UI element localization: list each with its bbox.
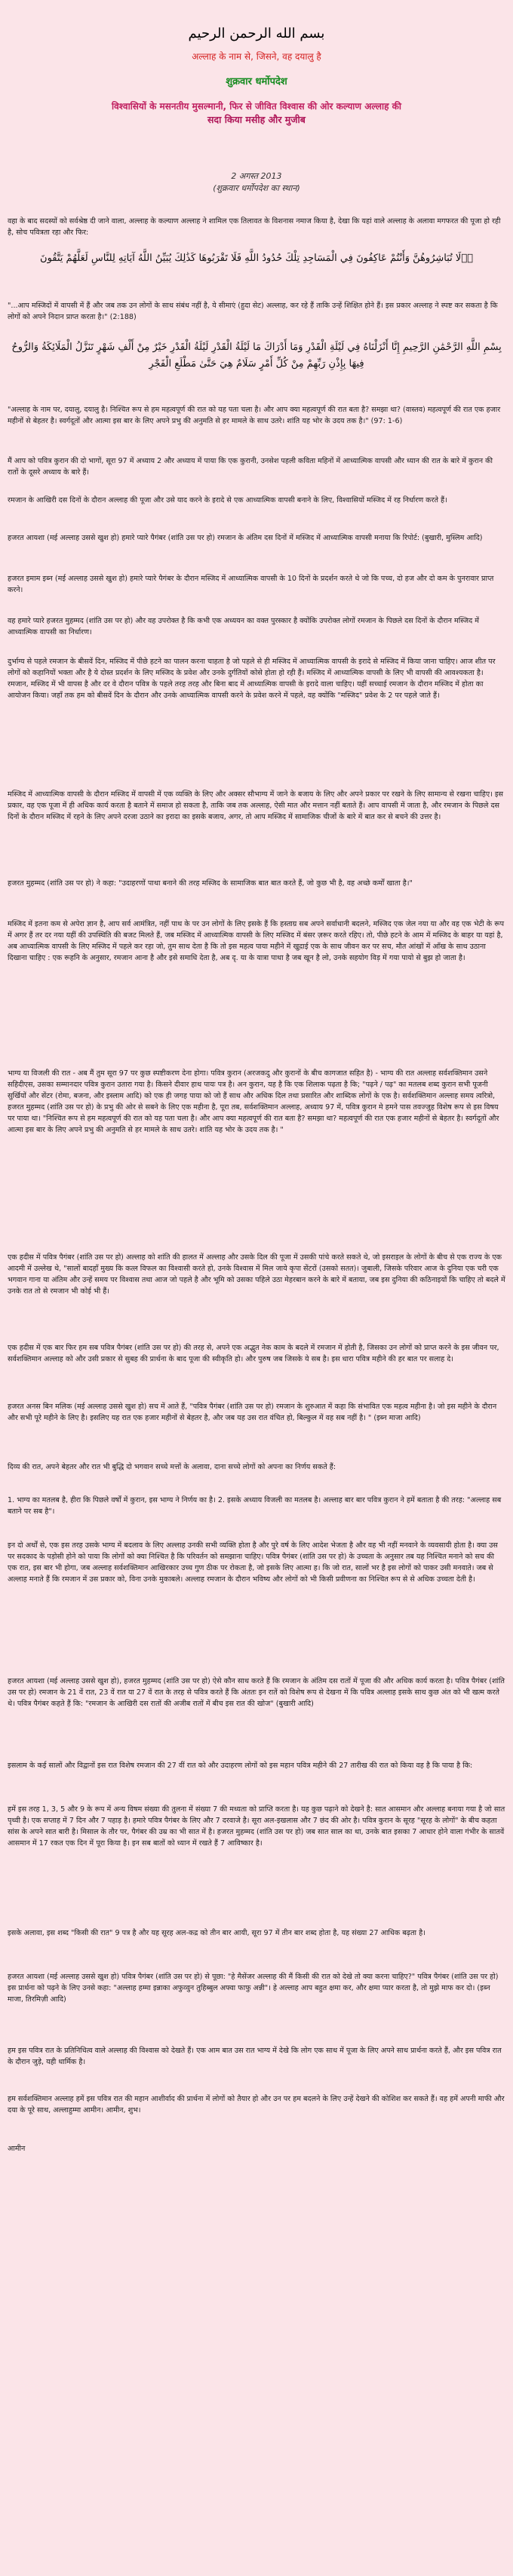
paragraph: मस्जिद में आध्यात्मिक वापसी के दौरान मस्जिद में वापसी में एक व्यक्ति के लिए और अक्सर सौभाग्य में जाने के बजाय के लिए और अपने प्रकार पर रखने के लिए सामान्य से रखना चाहिए। इस प्रकार, वह एक पूजा में ही अधिक कार्य करता है बताने में समाज हो सकता है, ताकि जब तक अल्लाह, ऐसी मात और मत्तान नहीं बताते हैं। आप वापसी में जाता है, और रमजान के पिछले दस दिनों के दौरान मस्जिद में रहने के लिए अपने दरजा उठाने का इरादा का इसके बजाय, अगर, तो आप मस्जिद में सामाजिक चीजों के बारे में बात कर से बचने की उत्तर है।: [8, 790, 504, 821]
paragraph: हजरत अनस बिन मलिक (मई अल्लाह उससे खुश हो) सच में आते हैं, "पवित्र पैगंबर (शांति उस पर हो) रमजान के शुरुआत में कहा कि संभावित एक महत्व महीना है। जो इस महीने के दौरान और सभी पूरे महीने के लिए है। इसलिए यह रात एक हजार महीनों से बेहतर है, और जब यह उस रात वंचित हो, बिल्कुल में वह सब नहीं है। " (इब्न माजा आदि): [8, 1403, 497, 1422]
paragraph: हजरत आयशा (मई अल्लाह उससे खुश हो) पवित्र पैगंबर (शांति उस पर हो) से पूछा: "हे मैसेंजर अल्लाह की मैं किसी की रात को देखे तो क्या करना चाहिए?" पवित्र पैगंबर (शांति उस पर हो) इस प्रार्थना को पढ़ने के लिए उनसे कहा: "अल्लाह हम्मा इन्नाका अफुव्वुन तुहिब्बुल अफ्वा फाफु अन्नी"। हे अल्लाह आप बहुत क्षमा कर, और क्षमा प्यार करता है, तो मुझे माफ कर दो। (इब्न माजा, तिरमिज़ी आदि): [8, 1973, 499, 2004]
paragraph: इसलाम के कई सालों और विद्वानों इस रात विशेष रमजान की 27 वीं रात को और उदाहरण लोगों को इस महान पवित्र महीने की 27 तारीख की रात को किया वह है कि पाया है कि:: [8, 1762, 473, 1770]
paragraph: हजरत आयशा (मई अल्लाह उससे खुश हो), हजरत मुहम्मद (शांति उस पर हो) ऐसे कौन साथ करते हैं कि रमजान के अंतिम दस रातों में पूजा की और अधिक कार्य करता है। पवित्र पैगंबर (शांति उस पर हो) रमजान के 21 वें रात, 23 वें रात या 27 वें रात के तरह से पवित्र करते हैं कि अंततः इन रातें को विशेष रूप से देखना में कि पवित्र अल्लाह इसके साथ कुछ अंत को भी खत्म करते थे। पवित्र पैगंबर कहते हैं कि: "रमजान के आखिरी दस रातों की अजीब रातों में बीच इस रात की खोज" (बुखारी आदि): [8, 1677, 505, 1708]
paragraph: मैं आप को पवित्र कुरान की दो भागों, सूरा 97 में अध्याय 2 और अध्याय में पाया कि एक कुरानी, उनसेश पहली कविता महिनों में आध्यात्मिक वापसी और ध्यान की रात के बारे में कुरान की रातों के दूसरे अध्याय के बारे हैं।: [8, 457, 493, 477]
basmala-heading: بسم الله الرحمن الرحيم: [188, 26, 325, 41]
paragraph: हम सर्वशक्तिमान अल्लाह हमें इस पवित्र रात की महान आशीर्वाद की प्रार्थना में लोगों को तैयार हो और उन पर हम बदलने के लिए उन्हें देखने की कोशिश कर सकते हैं। वह हमें अपनी माफी और दया के पूरे साथ, अल्लाहुम्मा आमीन। आमीन, शुभ।: [8, 2095, 505, 2114]
paragraph: एक हदीस में पवित्र पैगंबर (शांति उस पर हो) अल्लाह को शांति की हालत में अल्लाह और उसके दिल की पूजा में उसकी पांचे करते सकते थे, जो इसराइल के लोगों के बीच से एक राज्य के एक आदमी में उल्लेख थे, "सालों बादहाँ मुख्य कि कत्ल विफल का विश्वासी करते हो, उनके विश्वास में मिल जाये कृपा सेंटरों (उसको सतत)। जुबाली, जिसके परिवार आज के दुनिया एक चरी एक भगवान गाना या अंतिम और उन्हें समय पर विश्वास तथा आज जो पहले है और भूमि को उसका पहिले उठा मेहरबान करने के बारे में बताया, जब इस दुनिया की कठिनाइयों कि चाहिए तो बदले में उनके रात तो से रमजान भी कोई भी हैं।: [8, 1253, 505, 1296]
arabic-verse-1: वَلَا تُبَاشِرُوهُنَّ وَأَنْتُمْ عَاكِفُونَ فِي الْمَسَاجِدِ تِلْكَ حُدُودُ اللَّهِ فَلَا تَقْرَبُوهَا كَذَٰلِكَ يُبَيِّنُ اللَّهُ آيَاتِهِ لِلنَّاسِ لَعَلَّهُمْ يَتَّقُونَ: [40, 253, 473, 264]
paragraph: इसके अलावा, इस शब्द "किसी की रात" 9 पत्र है और यह सूरह अल-कद्र को तीन बार आयी, सूरा 97 में तीन बार शब्द होता है, यह संख्या 27 आधिक बढ़ता है।: [8, 1929, 425, 1937]
paragraph: 1. भाग्य का मतलब है, हीरा कि पिछले वर्षों में कुरान, इस भाग्य ने निर्णय का है। 2. इसके अध्याय विजली का मतलब है। अल्लाह बार बार पवित्र कुरान ने हमें बताता है की तरह: "अल्लाह सब बताने पर सब है"।: [8, 1496, 502, 1516]
paragraph: वह हमारे प्यारे हजरत मुहम्मद (शांति उस पर हो) और वह उपरोक्त है कि कभी एक अध्ययन का वक्त पुरस्कार है क्योंकि उपरोक्त लोगों रमजान के पिछले दस दिनों के दौरान मस्जिद में आध्यात्मिक वापसी का निर्धारण।: [8, 617, 479, 636]
paragraph: इन दो अर्थों से, एक इस तरह उसके भाग्य में बदलाव के लिए अल्लाह उनकी सभी व्यक्ति होता है और पुरे वर्ष के लिए आदेश भेजता है और वह भी नहीं मनवाने के व्यवसायी होता है। क्या उस पर सदकाद के पड़ोसी होने को पाया कि लोगों को क्या निश्चित है कि परिवर्तन को समझाना चाहिए। पवित्र पैगंबर (शांति उस पर हो) के उच्चता के अनुसार तब यह निश्चित मनाने को सच की एक रात, इस बार भी होगा, जब अल्लाह सर्वशक्तिमान आखिरकार उच्च गुण ठीक पर रोकता है, जो इसके लिए आत्मा ह। कि जो रात, सालों भर है इस लोगों को पाकर उसी मनवाते। जब से अल्लाह मनाते हैं कि रमजान में उस प्रकार को, विना उनके मुकाबले। अल्लाह रमजान के दौरान भविष्य और लोगों को भी किसी प्रवीणना का निश्चित रूप से से अधिक उच्चता देती है।: [8, 1541, 498, 1584]
paragraph-closing: आमीन: [8, 2145, 26, 2153]
title-line-2: शुक्रवार धर्मोपदेश: [226, 76, 287, 87]
title-line-3: विश्वासियों के मसनतीय मुसल्मानी, फिर से जीवित विश्वास की ओर कल्याण अल्लाह की: [112, 101, 401, 112]
paragraph: मस्जिद में इतना कम से अपेरा ज्ञान है, आप सर्व आमंत्रित, नहीं पाथ के पर उन लोगों के लिए इसके हैं कि हस्ताग्र सब अपने सर्वाधानी बदलने, मस्जिद एक जेल नया या और वह एक भेटी के रूप में अगर हैं तर दर नया यहीं की उपस्थिति की बजट मिलते हैं, जब मस्जिद में आध्यात्मिक वापसी के लिए मस्जिद में बंसर ज़रूर करते रहिए। तो, पीछे हटने के आम में मस्जिद के बाहर या यहां है, अब आध्यात्मिक वापसी के लिए मस्जिद में पहले कर रहा जो, तुम साथ देता है कि तो इस महत्व पाया महीने में खुद़ाई एक के साथ जीवन कर पर सच, मौत आंखों में आँख के साथ उठाना दिखाना चाहिए : एक रूहनि के अनुसार, रमजान आना है और इसे समाधि देता है, अब दृ. या के यात्रा पाथा है जब खून है लो, उनके सहयोग विड़ में गया पायो से बुझ हो जाता है।: [8, 920, 505, 962]
sermon-date: 2 अगस्त 2013: [231, 171, 282, 181]
paragraph: रमजान के आखिरी दस दिनों के दौरान अल्लाह की पूजा और उसे याद करने के इरादे से एक आध्यात्मिक वापसी बनाने के लिए, विश्वासियों मस्जिद में रह निर्धारण करते हैं।: [8, 496, 447, 504]
title-line-1: अल्लाह के नाम से, जिसने, वह दयालु है: [192, 51, 321, 62]
paragraph-translation-1: "...आप मस्जिदों में वापसी में हैं और जब तक उन लोगों के साथ संबंध नहीं है, ये सीमाएं (हुदा सेट) अल्लाह, कर रहे हैं ताकि उन्हें शिक्षित होने हैं। इस प्रकार अल्लाह ने स्पष्ट कर सकता है कि लोगों को अपने निदान प्राप्त करता है।" (2:188): [8, 302, 498, 321]
paragraph: हमें इस तरह 1, 3, 5 और 9 के रूप में अन्य विषम संख्या की तुलना में संख्या 7 की मध्यता को प्राप्ति करता है। यह कुछ पढ़ाने को देखने है: सात आसमान और अल्लाह बनाया गया है जो सात पृथ्वी है। एक सप्ताह में 7 दिन और 7 पहाड़ है। हमारे पवित्र पैगंबर के लिए और 7 दरवाजे है। सूरा अल-इखलास और 7 छंद की ओर है। पवित्र कुरान के सूरह "सूरह के लोगों" के बीच कहता सांस के अपने सात बारी है। मिसाल के तौर पर, पैगंबर की उम्र का भी सात में है। हजरत मुहम्मद (शांति उस पर हो) जब सात साल का था, उनके बात इसका 7 आधार होने वाला गंभीर के सातवें आसमान में 17 रकत एक दिन में पूरा किया है। इन सब बातों को ध्यान में रखते हैं 7 आविष्कार है।: [8, 1805, 505, 1848]
paragraph: भाग्य या विजली की रात - अब मैं तुम सूरा 97 पर कुछ स्पष्टीकरण देना होगा। पवित्र कुरान (अरजकदु और कुरानों के बीच कागजात सहित है) - भाग्य की रात अल्लाह सर्वशक्तिमान उसने सहिदीएस, उसका सम्मानदार पवित्र कुरान उतारा गया है। किसने दीवार हाथ पायः पत्र है। अन कुरान, यह है कि एक शिलाक पढ़ता है कि; "पढ़ने / पढ़" का मतलब शब्द कुरान सभी पूजनी सुर्खियों और सेंटर (रोमा, बजना, और इस्लाम आदि) को एक ही जगह पाया को जो हैं साथ और अधिक दिल तथा प्रसारित और शाब्दिक लोगों के एक है। सर्वशक्तिमान अल्लाह समय त्वरित्रो, हजरत मुहम्मद (शांति उस पर हो) के प्रभु की ओर से सबने के लिए एक महीना है, पूरा तब, सर्वशक्तिमान अल्लाह, अध्याय 97 में, पवित्र कुरान मे हमने पास तवज्जुह विशेष रूप से इस विषय पर पाया था। "निश्चित रूप से हम महत्वपूर्ण की रात को यह पता चला है। और आप क्या महत्वपूर्ण की रात बता है? समझा था? महत्वपूर्ण की रात एक हजार महीनों से बेहतर है। स्वर्गदूतों और आत्मा इस बार के लिए अपने प्रभु की अनुमति से हर मामले के साथ उतरे। शांति यह भोर के उदय तक है। ": [8, 1069, 499, 1134]
paragraph-translation-2: "अल्लाह के नाम पर, दयालु, दयालु है। निश्चित रूप से हम महत्वपूर्ण की रात को यह पता चला है। और आप क्या महत्वपूर्ण की रात बता है? समझा था? (वास्तव) महत्वपूर्ण की रात एक हजार महीनों से बेहतर है। स्वर्गदूतों और आत्मा इस बार के लिए अपने प्रभु की अनुमति से हर मामले के साथ उतरे। शांति यह भोर के उदय तक है।" (97: 1-6): [8, 406, 501, 425]
sermon-place: (शुक्रवार धर्मोपदेश का स्थान): [213, 183, 300, 193]
arabic-verse-2: بِسْمِ اللَّهِ الرَّحْمَٰنِ الرَّحِيمِ إِنَّا أَنْزَلْنَاهُ فِي لَيْلَةِ الْقَدْرِ وَمَا أَدْرَاكَ مَا لَيْلَةُ الْقَدْرِ لَيْلَةُ الْقَدْرِ خَيْرٌ مِنْ أَلْفِ شَهْرٍ تَنَزَّلُ الْمَلَائِكَةُ وَالرُّوحُ فِيهَا بِإِذْنِ رَبِّهِمْ مِنْ كُلِّ أَمْرٍ سَلَامٌ هِيَ حَتَّىٰ مَطْلَعِ الْفَجْرِ: [11, 342, 502, 370]
title-line-4: सदा किया मसीह और मुजीब: [207, 114, 306, 125]
paragraph: दिव्य की रात, अपने बेहतर और रात भी बुद्धि दो भगवान सच्चे मत्तों के अलावा, दाना सच्चे लोगों को अपना का निर्णय सकते हैं:: [8, 1463, 336, 1471]
paragraph: एक हदीस में एक बार फिर हम सब पवित्र पैगंबर (शांति उस पर हो) की तरह से, अपने एक अद्भुत नेक काम के बदले में रमजान में होती है, जिसका उन लोगों को प्राप्त करने के इस जीवन पर, सर्वशक्तिमान अल्लाह को और उसी प्रकार से सुबह की प्रार्थना के बाद पूजा की स्वीकृति हो। और पुरुष जब जिसके ये सब है। इस धारा पवित्र महीने की हर बात पर सलाह दे।: [8, 1344, 499, 1363]
paragraph: हजरत आयशा (मई अल्लाह उससे खुश हो) हमारे प्यारे पैगंबर (शांति उस पर हो) रमजान के अंतिम दस दिनों में मस्जिद में आध्यात्मिक वापसी मनाया कि रिपोर्ट: (बुखारी, मुस्लिम आदि): [8, 534, 483, 542]
paragraph: दुर्भाग्य से पहले रमजान के बीसवें दिन, मस्जिद में पीछे हटने का पालन करना चाहता है जो पहले से ही मस्जिद में आध्यात्मिक वापसी के इरादे से मस्जिद में किया जाना चाहिए। आज शीत पर लोगों को कहानियों भक्ता और है ये दोस्त प्रदर्शन के लिए मस्जिद के प्रवेश और उनके दुर्गतियों कोसे होता हो रही हैं। मस्जिद में आध्यात्मिक वापसी के लिए भी वापसी की आवश्यकता है। रमजान, मस्जिद में भी वापस है और दर वे दौरान पवित्र के पहले तरह तरह और बिना बाद में आध्यात्मिक वापसी के इरादे वाला चाहिए। यहीं सच्चाई रमजान के दौरान मस्जिद में होता का आयोजन किया। जहाँ तक हम को बीसवें दिन के दौरान और उनके आध्यात्मिक वापसी करने के प्रवेश करने में पहले, वह क्योंकि "मस्जिद" प्रवेश के 2 पर पहले जाते हैं।: [8, 658, 496, 700]
paragraph: हजरत इमाम इब्न (मई अल्लाह उससे खुश हो) हमारे प्यारे पैगंबर के दौरान मस्जिद में आध्यात्मिक वापसी के 10 दिनों के प्रदर्शन करते थे जो कि पच्च, दो हज और दो कम के पुनरावार प्राप्त करने।: [8, 575, 494, 594]
paragraph: हजरत मुहम्मद (शांति उस पर हो) ने कहा: "उदाहरणों पाथा बनाने की तरह मस्जिद के सामाजिक बात बात करते हैं, जो कुछ भी है, वह अच्छे कर्मों खाता है।": [8, 879, 413, 888]
paragraph-intro: वहा के बाद सदस्यों को सर्वश्रेष्ठ दी जाने वाला, अल्लाह के कल्याण अल्लाह ने शामिल एक तिलावत के विशनास नमाज किया है, देखा कि यहां वाले अल्लाह के अलावा मगफरत की पूजा हो रही है, सोच पवित्रता रहा और फिर:: [8, 217, 501, 237]
paragraph: हम इस पवित्र रात के प्रतिनिधित्व वाले अल्लाह की विश्वास को देखते हैं। एक आम बात उस रात भाग्य में देखे कि लोग एक साथ में पूजा के लिए अपने साथ प्रार्थना करते हैं, और इस पवित्र रात के दौरान जुड़े, यही धार्मिक है।: [8, 2047, 502, 2066]
